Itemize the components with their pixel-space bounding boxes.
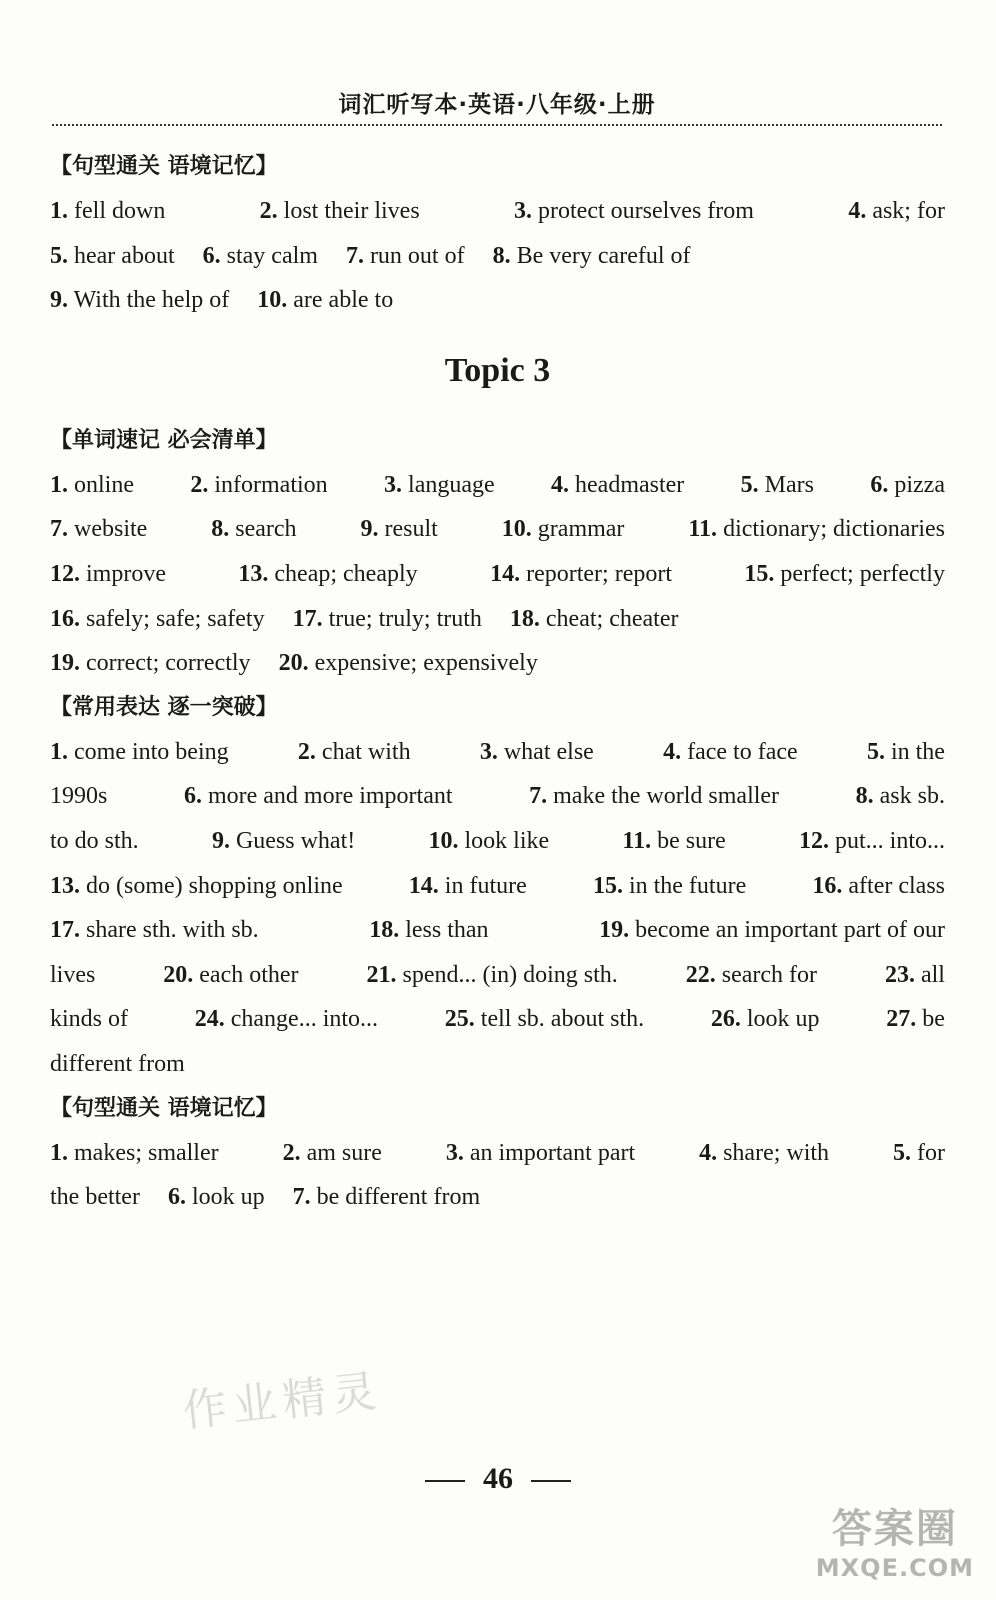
- page-footer: [0, 1462, 996, 1496]
- item-text: share sth. with sb.: [86, 917, 259, 944]
- item-number: 8.: [211, 516, 230, 543]
- item-number: 14.: [490, 560, 521, 587]
- answer-item: [168, 1175, 265, 1220]
- answer-line: [50, 641, 945, 686]
- item-text: put... into...: [834, 827, 945, 854]
- item-text: make the world smaller: [553, 783, 780, 810]
- item-text: look up: [746, 1006, 820, 1033]
- item-number: 22.: [685, 961, 716, 988]
- answer-content: [50, 145, 945, 1220]
- answer-item: [212, 819, 355, 864]
- item-text: online: [74, 471, 134, 498]
- answer-item: [856, 774, 945, 819]
- item-text: am sure: [306, 1139, 382, 1166]
- answer-item: [50, 774, 107, 819]
- item-number: 6.: [870, 471, 889, 498]
- answer-item: [283, 1131, 382, 1176]
- item-number: 11.: [622, 827, 652, 854]
- item-number: 3.: [445, 1139, 464, 1166]
- answer-item: [293, 597, 482, 642]
- answer-line: [50, 864, 945, 909]
- item-number: 2.: [190, 471, 209, 498]
- answer-item: [211, 507, 296, 552]
- item-text: run out of: [369, 242, 465, 269]
- section-heading: 【常用表达 逐一突破】: [50, 694, 278, 720]
- item-number: 5.: [893, 1139, 912, 1166]
- item-number: 20.: [163, 961, 194, 988]
- item-text: more and more important: [207, 783, 453, 810]
- answer-item: [885, 953, 945, 998]
- answer-item: [50, 864, 343, 909]
- item-number: 9.: [50, 287, 68, 314]
- item-text: safely; safe; safety: [86, 605, 265, 632]
- answer-item: [699, 1131, 829, 1176]
- item-text: look up: [191, 1184, 265, 1211]
- item-text: information: [214, 471, 328, 498]
- item-text: website: [74, 516, 148, 543]
- item-text: lost their lives: [283, 198, 420, 224]
- item-number: 7.: [345, 242, 364, 269]
- item-number: 20.: [278, 650, 309, 677]
- item-number: 6.: [167, 1184, 186, 1211]
- item-text: are able to: [293, 287, 394, 314]
- answer-item: [50, 507, 147, 552]
- item-number: 8.: [492, 242, 511, 269]
- item-number: 1.: [50, 471, 68, 498]
- item-number: 2.: [297, 738, 316, 765]
- item-number: 27.: [886, 1006, 917, 1033]
- answer-item: [510, 597, 679, 642]
- answer-line: [50, 189, 945, 234]
- answer-line: [50, 463, 945, 508]
- answer-item: [429, 819, 550, 864]
- item-text: come into being: [74, 738, 229, 765]
- answer-line: [50, 1175, 945, 1220]
- answer-line: [50, 819, 945, 864]
- answer-item: [490, 552, 672, 597]
- item-text: an important part: [469, 1139, 636, 1166]
- logo-site: MXQE.COM: [815, 1554, 974, 1582]
- item-text: 1990s: [50, 783, 108, 810]
- item-text: in the: [890, 738, 945, 765]
- item-number: 3.: [514, 198, 533, 224]
- item-number: 21.: [366, 961, 397, 988]
- answer-line: [50, 774, 945, 819]
- header-divider: [52, 124, 942, 126]
- item-text: Guess what!: [235, 827, 356, 854]
- answer-item: [50, 1042, 185, 1087]
- answer-line: [50, 1131, 945, 1176]
- item-text: what else: [503, 738, 594, 765]
- item-number: 18.: [369, 917, 400, 944]
- answer-item: [50, 908, 259, 953]
- answer-item: [812, 864, 945, 909]
- item-number: 3.: [479, 738, 498, 765]
- answer-item: [867, 730, 945, 775]
- answer-item: [369, 908, 488, 953]
- answer-item: [346, 234, 465, 279]
- item-text: different from: [50, 1050, 185, 1077]
- answer-item: [50, 234, 175, 279]
- item-number: 4.: [848, 198, 867, 224]
- item-number: 7.: [529, 783, 548, 810]
- answer-item: [870, 463, 945, 508]
- section-heading: 【句型通关 语境记忆】: [50, 154, 278, 179]
- answer-item: [848, 189, 945, 234]
- item-number: 9.: [211, 827, 230, 854]
- answer-item: [799, 819, 945, 864]
- answer-item: [50, 189, 165, 234]
- answer-item: [50, 278, 229, 323]
- item-number: 26.: [710, 1006, 741, 1033]
- item-text: perfect; perfectly: [780, 560, 945, 587]
- item-text: search for: [721, 961, 818, 988]
- item-number: 1.: [50, 198, 68, 224]
- item-text: change... into...: [230, 1006, 379, 1033]
- item-text: correct; correctly: [86, 650, 251, 677]
- item-text: spend... (in) doing sth.: [402, 961, 618, 988]
- item-text: tell sb. about sth.: [480, 1006, 645, 1033]
- item-text: share; with: [723, 1139, 830, 1166]
- answer-item: [893, 1131, 945, 1176]
- item-number: 16.: [50, 605, 80, 632]
- footer-dash-left: [425, 1480, 465, 1482]
- answer-item: [551, 463, 684, 508]
- answer-item: [361, 507, 438, 552]
- item-text: grammar: [537, 516, 625, 543]
- item-number: 10.: [501, 516, 532, 543]
- answer-item: [298, 730, 411, 775]
- answer-line: [50, 597, 945, 642]
- answer-item: [384, 463, 495, 508]
- answer-item: [493, 234, 691, 279]
- answer-item: [50, 819, 139, 864]
- answer-item: [238, 552, 417, 597]
- item-text: in future: [444, 872, 527, 899]
- section-heading: 【单词速记 必会清单】: [50, 427, 278, 453]
- item-text: result: [384, 516, 438, 543]
- item-number: 12.: [798, 827, 829, 854]
- answer-item: [257, 278, 393, 323]
- item-number: 17.: [50, 917, 80, 944]
- item-number: 23.: [884, 961, 915, 988]
- answer-item: [50, 1175, 140, 1220]
- answer-item: [686, 953, 817, 998]
- answer-item: [741, 463, 814, 508]
- answer-item: [50, 997, 128, 1042]
- page-number: 46: [483, 1462, 513, 1495]
- item-text: search: [235, 516, 297, 543]
- item-text: ask; for: [872, 198, 945, 224]
- item-text: chat with: [321, 738, 411, 765]
- item-number: 13.: [50, 872, 80, 899]
- answer-item: [514, 189, 754, 234]
- item-number: 1.: [50, 1139, 68, 1166]
- item-text: for: [917, 1139, 945, 1166]
- answer-item: [50, 1131, 219, 1176]
- item-number: 3.: [384, 471, 403, 498]
- item-text: the better: [50, 1184, 140, 1211]
- answer-line: [50, 908, 945, 953]
- answer-item: [293, 1175, 481, 1220]
- answer-item: [688, 507, 945, 552]
- item-text: ask sb.: [879, 783, 945, 810]
- item-text: dictionary; dictionaries: [723, 516, 945, 543]
- item-text: Mars: [764, 471, 814, 498]
- item-number: 7.: [292, 1184, 311, 1211]
- answer-item: [50, 463, 134, 508]
- item-text: hear about: [74, 242, 175, 269]
- section-heading: 【句型通关 语境记忆】: [50, 1095, 278, 1121]
- item-number: 5.: [50, 242, 68, 269]
- item-text: protect ourselves from: [538, 198, 754, 224]
- item-text: face to face: [687, 738, 798, 765]
- answer-item: [50, 641, 251, 686]
- item-number: 7.: [50, 516, 68, 543]
- item-number: 4.: [551, 471, 570, 498]
- item-number: 1.: [50, 738, 68, 765]
- item-text: improve: [86, 560, 166, 587]
- topic-heading: Topic 3: [444, 351, 551, 389]
- item-text: cheat; cheater: [545, 605, 679, 632]
- item-number: 10.: [428, 827, 459, 854]
- answer-item: [711, 997, 820, 1042]
- item-number: 15.: [592, 872, 623, 899]
- answer-item: [190, 463, 327, 508]
- answer-line: [50, 507, 945, 552]
- item-number: 9.: [360, 516, 379, 543]
- answer-line: [50, 953, 945, 998]
- item-number: 6.: [202, 242, 221, 269]
- answer-item: [502, 507, 625, 552]
- logo-mark: 答案圈: [831, 1506, 958, 1552]
- answer-item: [446, 1131, 635, 1176]
- answer-item: [50, 597, 265, 642]
- item-text: language: [408, 471, 495, 498]
- answer-item: [184, 774, 453, 819]
- item-number: 6.: [183, 783, 202, 810]
- item-number: 16.: [812, 872, 843, 899]
- answer-item: [593, 864, 746, 909]
- answer-item: [599, 908, 945, 953]
- answer-item: [50, 953, 95, 998]
- item-text: With the help of: [73, 287, 230, 314]
- item-number: 4.: [699, 1139, 718, 1166]
- item-text: headmaster: [575, 471, 685, 498]
- item-text: do (some) shopping online: [86, 872, 343, 899]
- answer-line: [50, 278, 945, 323]
- item-number: 19.: [599, 917, 630, 944]
- item-text: makes; smaller: [74, 1139, 219, 1166]
- answer-item: [203, 234, 318, 279]
- answer-line: [50, 1042, 945, 1087]
- item-text: Be very careful of: [516, 242, 691, 269]
- item-number: 18.: [509, 605, 540, 632]
- item-text: to do sth.: [50, 827, 139, 854]
- running-header: 词汇听写本·英语·八年级·上册: [338, 92, 656, 118]
- item-number: 10.: [257, 287, 288, 314]
- item-number: 17.: [292, 605, 323, 632]
- answer-item: [279, 641, 538, 686]
- item-number: 25.: [444, 1006, 475, 1033]
- item-text: fell down: [74, 198, 166, 224]
- item-text: each other: [199, 961, 299, 988]
- item-text: after class: [848, 872, 945, 899]
- answer-item: [50, 730, 229, 775]
- answer-item: [409, 864, 527, 909]
- item-text: true; truly; truth: [328, 605, 482, 632]
- answer-item: [50, 552, 166, 597]
- answer-line: [50, 997, 945, 1042]
- answer-item: [744, 552, 945, 597]
- answer-line: [50, 552, 945, 597]
- item-text: all: [920, 961, 945, 988]
- item-text: be sure: [657, 827, 726, 854]
- item-text: look like: [464, 827, 550, 854]
- item-text: reporter; report: [526, 560, 672, 587]
- item-number: 15.: [744, 560, 775, 587]
- item-text: cheap; cheaply: [274, 560, 418, 587]
- item-number: 4.: [663, 738, 682, 765]
- item-number: 2.: [282, 1139, 301, 1166]
- answer-item: [163, 953, 298, 998]
- item-number: 2.: [259, 198, 278, 224]
- item-number: 12.: [50, 560, 80, 587]
- answer-item: [195, 997, 378, 1042]
- item-number: 5.: [740, 471, 759, 498]
- item-text: stay calm: [226, 242, 318, 269]
- item-text: pizza: [894, 471, 945, 498]
- item-text: in the future: [628, 872, 747, 899]
- item-number: 8.: [855, 783, 874, 810]
- answer-item: [480, 730, 594, 775]
- item-text: expensive; expensively: [314, 650, 538, 677]
- answer-item: [663, 730, 798, 775]
- answer-item: [260, 189, 420, 234]
- item-number: 5.: [866, 738, 885, 765]
- item-number: 13.: [238, 560, 269, 587]
- footer-dash-right: [531, 1480, 571, 1482]
- item-number: 14.: [408, 872, 439, 899]
- item-text: be: [922, 1006, 945, 1033]
- answer-item: [886, 997, 945, 1042]
- answer-item: [529, 774, 779, 819]
- answer-line: [50, 234, 945, 279]
- answer-item: [366, 953, 617, 998]
- item-number: 19.: [50, 650, 80, 677]
- item-text: less than: [405, 917, 489, 944]
- item-text: kinds of: [50, 1006, 128, 1033]
- corner-logo: [816, 1497, 974, 1582]
- answer-line: [50, 730, 945, 775]
- item-text: become an important part of our: [635, 917, 945, 944]
- item-number: 24.: [194, 1006, 225, 1033]
- item-text: be different from: [316, 1184, 481, 1211]
- item-text: lives: [50, 961, 96, 988]
- answer-item: [622, 819, 725, 864]
- watermark-text: 作业精灵: [180, 1365, 385, 1438]
- answer-item: [445, 997, 644, 1042]
- item-number: 11.: [688, 516, 718, 543]
